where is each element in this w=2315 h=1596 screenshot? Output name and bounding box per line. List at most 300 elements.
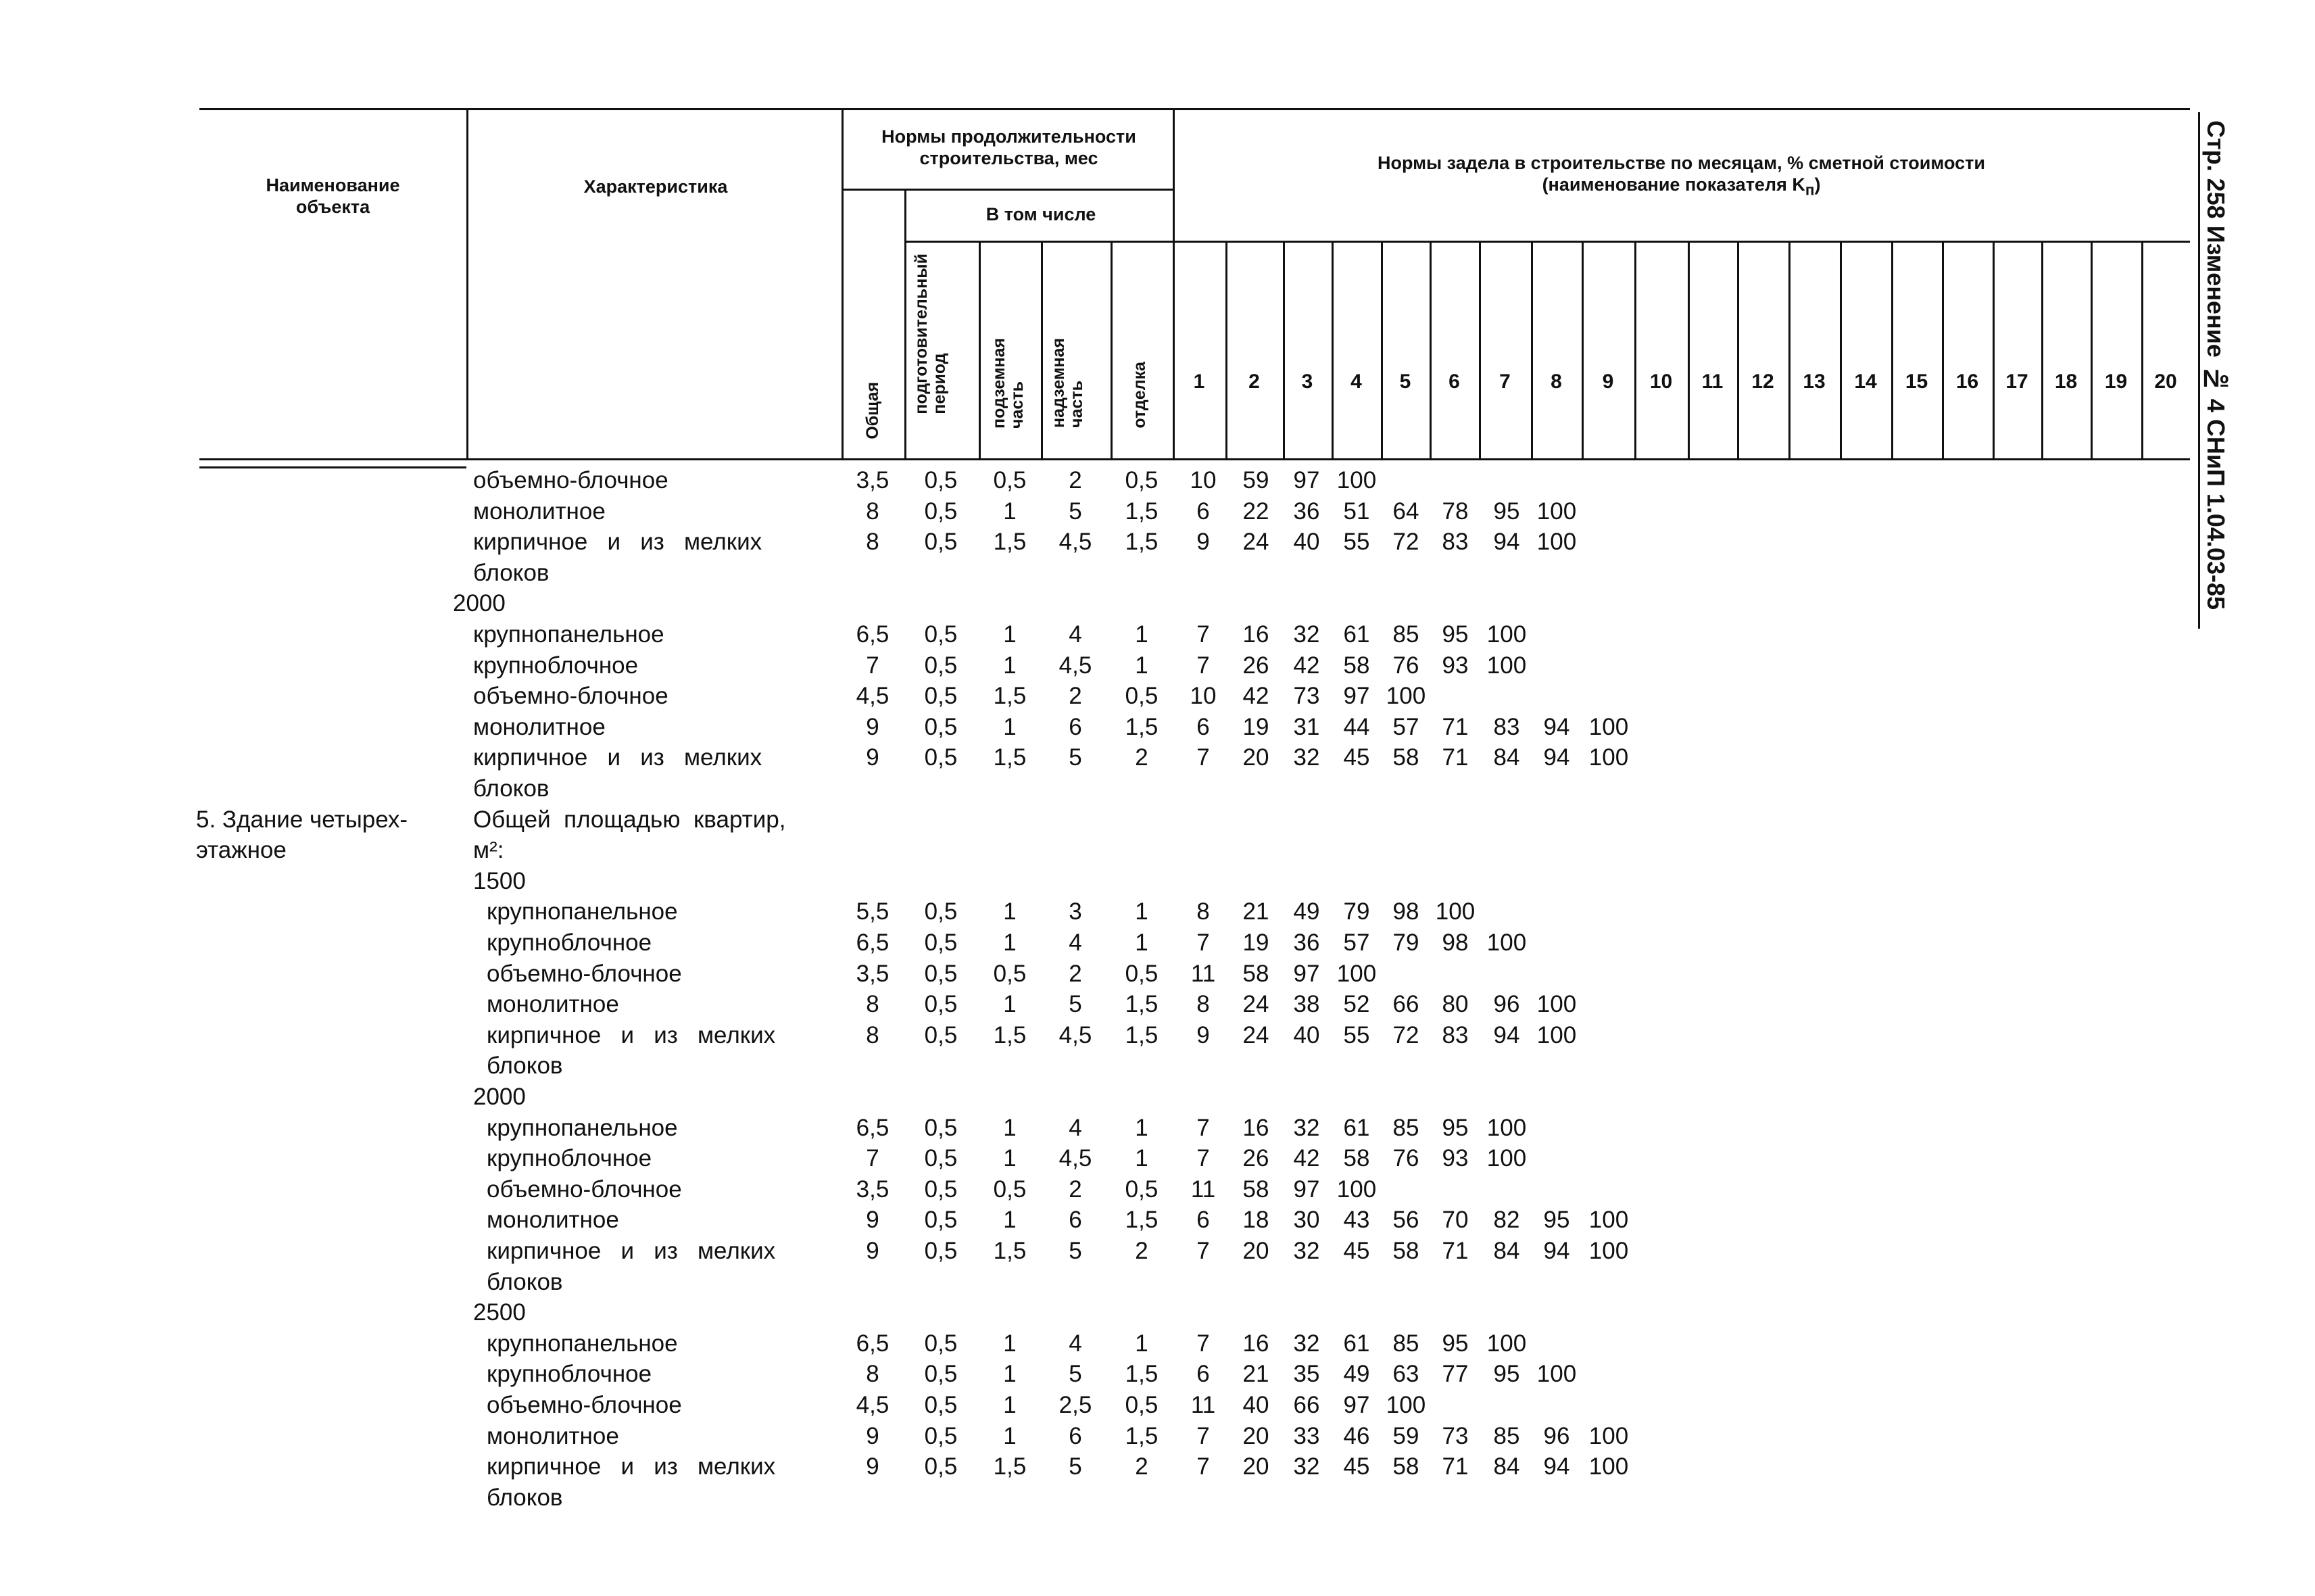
characteristic-text: монолитное	[487, 991, 619, 1018]
duration-value: 1,5	[993, 1453, 1027, 1480]
month-value: 83	[1442, 529, 1469, 556]
header-total: Общая	[863, 382, 882, 439]
header-name	[203, 174, 463, 218]
duration-value: 0,5	[993, 467, 1027, 493]
table-row	[0, 619, 1690, 650]
month-value: 85	[1392, 621, 1419, 648]
col-sep-1	[466, 108, 468, 460]
duration-value: 4	[1069, 929, 1082, 956]
duration-value: 1	[1003, 1330, 1017, 1357]
duration-value: 3,5	[856, 1176, 890, 1203]
header-under	[990, 338, 1027, 429]
month-value: 58	[1343, 1145, 1370, 1172]
table-row	[0, 1050, 1690, 1082]
month-value: 97	[1343, 683, 1370, 710]
characteristic-text: м²:	[473, 837, 504, 864]
month-value: 57	[1343, 929, 1370, 956]
month-value: 49	[1343, 1361, 1370, 1388]
month-header: 8	[1551, 370, 1562, 393]
duration-value: 9	[866, 1238, 879, 1264]
month-value: 49	[1293, 898, 1320, 925]
side-page-label: Стр. 258 Изменение № 4 СНиП 1.04.03-85	[2202, 120, 2230, 610]
header-prep-line1: подготовительный	[912, 253, 931, 414]
month-value: 24	[1242, 991, 1269, 1018]
month-value: 64	[1392, 498, 1419, 525]
month-col-sep	[1942, 241, 1944, 460]
duration-value: 0,5	[924, 1453, 958, 1480]
month-value: 6	[1196, 1207, 1210, 1234]
header-name-line2: объекта	[295, 197, 370, 217]
month-value: 100	[1536, 991, 1577, 1018]
month-value: 30	[1293, 1207, 1320, 1234]
duration-value: 3,5	[856, 960, 890, 987]
header-backlog-line2	[1176, 174, 2187, 201]
month-value: 36	[1293, 498, 1320, 525]
header-above-line2: часть	[1067, 381, 1086, 428]
month-value: 94	[1543, 713, 1570, 740]
month-col-sep	[1283, 241, 1285, 460]
duration-value: 0,5	[924, 1392, 958, 1418]
month-value: 33	[1293, 1422, 1320, 1449]
month-value: 95	[1442, 621, 1469, 648]
month-value: 20	[1242, 1453, 1269, 1480]
duration-value: 5	[1069, 1453, 1082, 1480]
duration-value: 6,5	[856, 1330, 890, 1357]
duration-value: 8	[866, 991, 879, 1018]
duration-value: 0,5	[924, 1361, 958, 1388]
table-row	[0, 1390, 1690, 1421]
duration-value: 1,5	[1125, 498, 1159, 525]
month-value: 100	[1588, 744, 1629, 771]
month-value: 100	[1386, 683, 1426, 710]
backlog-subrule	[1173, 241, 2190, 243]
characteristic-text: объемно-блочное	[487, 1392, 682, 1418]
month-col-sep	[1430, 241, 1432, 460]
month-value: 95	[1543, 1207, 1570, 1234]
month-value: 66	[1293, 1392, 1320, 1418]
duration-value: 0,5	[924, 1207, 958, 1234]
duration-value: 4	[1069, 1330, 1082, 1357]
month-value: 11	[1190, 1392, 1216, 1418]
table-row	[0, 835, 1690, 866]
month-value: 83	[1493, 713, 1520, 740]
characteristic-text: кирпичное и из мелких	[487, 1238, 776, 1264]
duration-value: 0,5	[924, 683, 958, 710]
month-value: 98	[1392, 898, 1419, 925]
characteristic-text: кирпичное и из мелких	[473, 529, 762, 556]
table-row	[0, 1421, 1690, 1452]
month-value: 22	[1242, 498, 1269, 525]
month-value: 58	[1242, 1176, 1269, 1203]
month-col-sep	[1688, 241, 1690, 460]
col-sep-4	[979, 241, 981, 460]
table-row	[0, 1359, 1690, 1390]
characteristic-text: кирпичное и из мелких	[487, 1453, 776, 1480]
month-col-sep	[2041, 241, 2043, 460]
month-value: 7	[1196, 1453, 1210, 1480]
month-value: 16	[1242, 1330, 1269, 1357]
month-value: 70	[1442, 1207, 1469, 1234]
table-row	[0, 1451, 1690, 1482]
month-value: 97	[1293, 1176, 1320, 1203]
month-header: 18	[2054, 370, 2078, 393]
month-header: 15	[1905, 370, 1928, 393]
month-value: 7	[1196, 1330, 1210, 1357]
duration-value: 4	[1069, 1114, 1082, 1141]
month-value: 7	[1196, 1422, 1210, 1449]
header-above	[1050, 338, 1086, 428]
header-duration-line2: строительства, мес	[919, 148, 1098, 168]
duration-value: 1,5	[1125, 713, 1159, 740]
duration-value: 4,5	[856, 1392, 890, 1418]
duration-value: 9	[866, 744, 879, 771]
month-value: 6	[1196, 498, 1210, 525]
duration-value: 2	[1135, 744, 1148, 771]
incl-subrule	[904, 241, 1173, 243]
duration-value: 2	[1069, 683, 1082, 710]
table-row	[0, 712, 1690, 743]
month-header: 6	[1448, 370, 1460, 393]
month-value: 77	[1442, 1361, 1469, 1388]
duration-value: 0,5	[924, 621, 958, 648]
header-backlog-close: )	[1814, 174, 1821, 195]
month-col-sep	[2091, 241, 2093, 460]
month-value: 94	[1543, 1238, 1570, 1264]
month-value: 71	[1442, 744, 1469, 771]
duration-value: 2	[1135, 1238, 1148, 1264]
month-value: 18	[1242, 1207, 1269, 1234]
month-header: 20	[2154, 370, 2177, 393]
duration-value: 1,5	[993, 529, 1027, 556]
month-value: 58	[1343, 652, 1370, 679]
month-value: 55	[1343, 1021, 1370, 1048]
characteristic-text: кирпичное и из мелких	[473, 744, 762, 771]
month-value: 58	[1392, 744, 1419, 771]
month-value: 100	[1536, 1021, 1577, 1048]
table-row	[0, 896, 1690, 927]
month-value: 40	[1293, 529, 1320, 556]
month-value: 7	[1196, 929, 1210, 956]
month-value: 40	[1293, 1021, 1320, 1048]
duration-value: 1	[1003, 1361, 1017, 1388]
month-value: 24	[1242, 529, 1269, 556]
duration-value: 2	[1069, 467, 1082, 493]
duration-value: 6,5	[856, 1114, 890, 1141]
duration-value: 1	[1135, 1145, 1148, 1172]
duration-value: 0,5	[924, 1422, 958, 1449]
duration-value: 1,5	[1125, 1361, 1159, 1388]
object-name: этажное	[196, 837, 287, 864]
month-value: 58	[1242, 960, 1269, 987]
duration-value: 1	[1003, 1145, 1017, 1172]
duration-value: 0,5	[993, 960, 1027, 987]
month-col-sep	[1225, 241, 1227, 460]
header-above-line1: надземная	[1049, 338, 1068, 428]
month-value: 100	[1486, 1330, 1527, 1357]
month-value: 73	[1293, 683, 1320, 710]
duration-value: 5	[1069, 1238, 1082, 1264]
month-value: 19	[1242, 929, 1269, 956]
month-value: 7	[1196, 1114, 1210, 1141]
month-value: 72	[1392, 529, 1419, 556]
characteristic-text: блоков	[487, 1053, 563, 1080]
table-row	[0, 1328, 1690, 1359]
month-header: 19	[2104, 370, 2128, 393]
month-header: 11	[1701, 370, 1724, 393]
table-row	[0, 1020, 1690, 1051]
month-value: 61	[1343, 1330, 1370, 1357]
characteristic-text: объемно-блочное	[473, 683, 668, 710]
duration-value: 0,5	[924, 1330, 958, 1357]
header-duration	[845, 126, 1173, 169]
month-value: 100	[1336, 467, 1377, 493]
duration-value: 4,5	[856, 683, 890, 710]
header-characteristic: Характеристика	[583, 176, 728, 197]
month-col-sep	[1634, 241, 1636, 460]
month-value: 8	[1196, 991, 1210, 1018]
duration-value: 0,5	[924, 929, 958, 956]
header-backlog-line2-text: (наименование показателя K	[1542, 174, 1805, 195]
duration-value: 1	[1135, 929, 1148, 956]
duration-value: 0,5	[1125, 683, 1159, 710]
month-value: 100	[1486, 652, 1527, 679]
month-value: 20	[1242, 1238, 1269, 1264]
month-header: 17	[2005, 370, 2028, 393]
duration-value: 1	[1003, 991, 1017, 1018]
month-value: 100	[1536, 529, 1577, 556]
duration-value: 7	[866, 652, 879, 679]
month-value: 94	[1493, 529, 1520, 556]
month-value: 16	[1242, 621, 1269, 648]
duration-value: 9	[866, 1422, 879, 1449]
month-value: 32	[1293, 1114, 1320, 1141]
month-value: 100	[1386, 1392, 1426, 1418]
month-value: 100	[1536, 1361, 1577, 1388]
table-row	[0, 1113, 1690, 1144]
table-row	[0, 773, 1690, 804]
duration-value: 0,5	[924, 1176, 958, 1203]
table-row	[0, 1082, 1690, 1113]
table-row	[0, 558, 1690, 589]
month-value: 72	[1392, 1021, 1419, 1048]
month-value: 76	[1392, 652, 1419, 679]
month-value: 96	[1493, 991, 1520, 1018]
characteristic-text: крупнопанельное	[473, 621, 664, 648]
month-value: 26	[1242, 1145, 1269, 1172]
characteristic-text: кирпичное и из мелких	[487, 1021, 776, 1048]
month-value: 95	[1493, 498, 1520, 525]
duration-value: 1	[1003, 652, 1017, 679]
table-row	[0, 804, 1690, 836]
duration-value: 8	[866, 1021, 879, 1048]
month-header: 1	[1193, 370, 1205, 393]
month-value: 45	[1343, 744, 1370, 771]
month-header: 3	[1301, 370, 1313, 393]
duration-value: 1,5	[993, 1238, 1027, 1264]
duration-value: 0,5	[924, 1114, 958, 1141]
duration-value: 1	[1003, 621, 1017, 648]
duration-value: 0,5	[924, 529, 958, 556]
table-row	[0, 1297, 1690, 1328]
month-header: 13	[1803, 370, 1826, 393]
duration-value: 1	[1003, 898, 1017, 925]
month-col-sep	[1479, 241, 1481, 460]
month-value: 100	[1588, 1207, 1629, 1234]
month-value: 46	[1343, 1422, 1370, 1449]
month-value: 52	[1343, 991, 1370, 1018]
month-value: 71	[1442, 1238, 1469, 1264]
month-value: 55	[1343, 529, 1370, 556]
table-row	[0, 1205, 1690, 1236]
duration-value: 1	[1003, 1392, 1017, 1418]
header-backlog-sub: п	[1805, 181, 1815, 199]
duration-value: 1,5	[993, 683, 1027, 710]
duration-value: 1	[1003, 1422, 1017, 1449]
month-value: 9	[1196, 1021, 1210, 1048]
table-row	[0, 465, 1690, 496]
table-row	[0, 866, 1690, 897]
month-value: 100	[1536, 498, 1577, 525]
duration-value: 8	[866, 529, 879, 556]
duration-value: 0,5	[924, 898, 958, 925]
duration-value: 2	[1135, 1453, 1148, 1480]
characteristic-text: 2500	[473, 1299, 526, 1326]
header-prep	[912, 253, 949, 414]
table-row	[0, 1482, 1690, 1514]
month-value: 58	[1392, 1453, 1419, 1480]
month-header: 2	[1248, 370, 1260, 393]
month-value: 100	[1435, 898, 1476, 925]
month-value: 94	[1543, 744, 1570, 771]
characteristic-text: крупноблочное	[487, 1145, 652, 1172]
duration-value: 1,5	[1125, 991, 1159, 1018]
duration-value: 0,5	[1125, 960, 1159, 987]
month-value: 100	[1486, 1114, 1527, 1141]
duration-value: 5	[1069, 991, 1082, 1018]
duration-value: 0,5	[993, 1176, 1027, 1203]
month-value: 51	[1343, 498, 1370, 525]
month-value: 59	[1242, 467, 1269, 493]
month-value: 96	[1543, 1422, 1570, 1449]
month-value: 35	[1293, 1361, 1320, 1388]
month-value: 100	[1588, 713, 1629, 740]
characteristic-text: крупнопанельное	[487, 898, 678, 925]
month-value: 32	[1293, 1453, 1320, 1480]
month-value: 100	[1588, 1422, 1629, 1449]
month-value: 21	[1242, 1361, 1269, 1388]
col-sep-6	[1111, 241, 1113, 460]
duration-value: 1	[1135, 621, 1148, 648]
duration-value: 1	[1003, 1207, 1017, 1234]
month-value: 76	[1392, 1145, 1419, 1172]
month-value: 6	[1196, 713, 1210, 740]
duration-value: 2	[1069, 960, 1082, 987]
table-row	[0, 1267, 1690, 1298]
month-value: 100	[1336, 1176, 1377, 1203]
duration-value: 1	[1003, 929, 1017, 956]
col-sep-3	[904, 189, 906, 460]
month-value: 7	[1196, 652, 1210, 679]
month-value: 71	[1442, 713, 1469, 740]
month-value: 20	[1242, 744, 1269, 771]
characteristic-text: Общей площадью квартир,	[473, 806, 786, 833]
month-value: 21	[1242, 898, 1269, 925]
month-value: 9	[1196, 529, 1210, 556]
month-value: 36	[1293, 929, 1320, 956]
month-value: 7	[1196, 1238, 1210, 1264]
duration-value: 1,5	[1125, 1422, 1159, 1449]
month-value: 66	[1392, 991, 1419, 1018]
month-value: 100	[1336, 960, 1377, 987]
month-value: 32	[1293, 1330, 1320, 1357]
characteristic-text: блоков	[487, 1268, 563, 1295]
duration-value: 4,5	[1058, 652, 1092, 679]
month-value: 43	[1343, 1207, 1370, 1234]
month-value: 57	[1392, 713, 1419, 740]
table-row	[0, 1174, 1690, 1205]
month-value: 40	[1242, 1392, 1269, 1418]
month-value: 16	[1242, 1114, 1269, 1141]
month-col-sep	[1582, 241, 1584, 460]
month-value: 42	[1242, 683, 1269, 710]
month-value: 44	[1343, 713, 1370, 740]
month-value: 58	[1392, 1238, 1419, 1264]
table-row	[0, 681, 1690, 712]
duration-value: 9	[866, 1207, 879, 1234]
duration-value: 1,5	[1125, 1207, 1159, 1234]
month-value: 31	[1293, 713, 1320, 740]
duration-value: 0,5	[924, 1145, 958, 1172]
month-value: 32	[1293, 1238, 1320, 1264]
table-row	[0, 496, 1690, 527]
month-value: 11	[1190, 960, 1216, 987]
table-row	[0, 927, 1690, 959]
month-value: 59	[1392, 1422, 1419, 1449]
duration-value: 1	[1135, 898, 1148, 925]
table-row	[0, 742, 1690, 773]
header-under-line2: часть	[1008, 381, 1027, 429]
duration-value: 2	[1069, 1176, 1082, 1203]
characteristic-text: 2000	[453, 590, 506, 617]
month-value: 71	[1442, 1453, 1469, 1480]
header-under-line1: подземная	[990, 338, 1008, 429]
month-value: 85	[1392, 1114, 1419, 1141]
duration-value: 6,5	[856, 929, 890, 956]
month-value: 61	[1343, 621, 1370, 648]
duration-value: 6	[1069, 1422, 1082, 1449]
month-value: 93	[1442, 1145, 1469, 1172]
month-value: 79	[1392, 929, 1419, 956]
characteristic-text: монолитное	[487, 1422, 619, 1449]
month-value: 100	[1588, 1238, 1629, 1264]
month-header: 9	[1602, 370, 1614, 393]
characteristic-text: блоков	[473, 559, 550, 586]
header-incl: В том числе	[985, 204, 1096, 224]
duration-value: 5	[1069, 1361, 1082, 1388]
month-value: 7	[1196, 1145, 1210, 1172]
month-col-sep	[1381, 241, 1383, 460]
duration-value: 7	[866, 1145, 879, 1172]
duration-value: 8	[866, 1361, 879, 1388]
month-value: 45	[1343, 1453, 1370, 1480]
month-value: 61	[1343, 1114, 1370, 1141]
duration-value: 3,5	[856, 467, 890, 493]
month-value: 78	[1442, 498, 1469, 525]
duration-value: 1	[1003, 498, 1017, 525]
characteristic-text: объемно-блочное	[473, 467, 668, 493]
month-value: 10	[1190, 683, 1217, 710]
duration-value: 1,5	[1125, 1021, 1159, 1048]
